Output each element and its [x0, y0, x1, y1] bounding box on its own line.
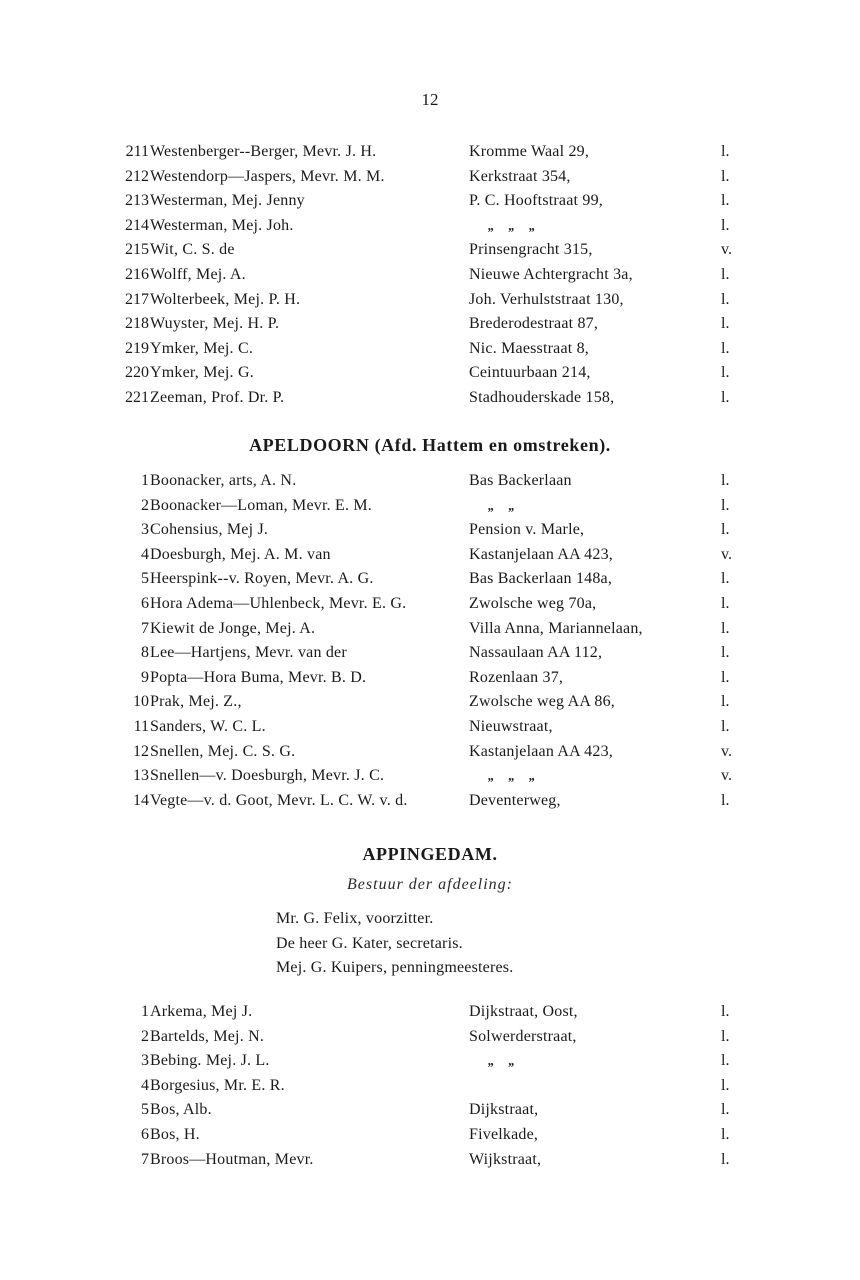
member-name: Ymker, Mej. G. [150, 364, 254, 382]
member-status: v. [721, 742, 732, 760]
member-row [0, 764, 860, 789]
member-number: 11 [133, 717, 149, 735]
member-name: Westerman, Mej. Jenny [150, 192, 305, 210]
member-list-amsterdam [0, 140, 860, 411]
member-status: l. [721, 1027, 730, 1045]
member-name: Bos, H. [150, 1125, 200, 1143]
member-address: „ „ [488, 1053, 516, 1069]
member-row [0, 238, 860, 263]
member-address: Wijkstraat, [469, 1150, 542, 1168]
member-status: l. [721, 192, 730, 210]
member-address: Villa Anna, Mariannelaan, [469, 619, 643, 637]
member-status: l. [721, 496, 730, 514]
member-name: Westerman, Mej. Joh. [150, 216, 294, 234]
member-status: l. [721, 1150, 730, 1168]
member-number: 2 [141, 496, 149, 514]
member-row [0, 189, 860, 214]
member-status: l. [721, 1076, 730, 1094]
member-address: Nieuwe Achtergracht 3a, [469, 265, 633, 283]
board-member: De heer G. Kater, secretaris. [276, 934, 463, 952]
member-row [0, 518, 860, 543]
member-row [0, 337, 860, 362]
member-row [0, 1098, 860, 1123]
member-number: 213 [125, 192, 149, 210]
member-name: Wolff, Mej. A. [150, 265, 246, 283]
member-address: Brederodestraat 87, [469, 315, 599, 333]
member-name: Popta—Hora Buma, Mevr. B. D. [150, 668, 367, 686]
member-row [0, 1123, 860, 1148]
member-name: Wit, C. S. de [150, 241, 235, 259]
member-number: 7 [141, 619, 149, 637]
member-name: Bebing. Mej. J. L. [150, 1052, 270, 1070]
member-status: l. [721, 339, 730, 357]
member-number: 219 [125, 339, 149, 357]
member-status: l. [721, 1052, 730, 1070]
member-row [0, 288, 860, 313]
member-name: Cohensius, Mej J. [150, 521, 269, 539]
member-address: Kastanjelaan AA 423, [469, 742, 613, 760]
member-row [0, 1049, 860, 1074]
member-row [0, 263, 860, 288]
member-name: Boonacker, arts, A. N. [150, 472, 297, 489]
member-row [0, 690, 860, 715]
member-number: 14 [133, 791, 149, 809]
member-address: Nieuwstraat, [469, 717, 553, 735]
member-address: Bas Backerlaan [469, 472, 572, 489]
member-row [0, 715, 860, 740]
member-address: Fivelkade, [469, 1125, 539, 1143]
member-number: 5 [141, 570, 149, 588]
member-row [0, 312, 860, 337]
member-number: 5 [141, 1101, 149, 1119]
member-number: 218 [125, 315, 149, 333]
member-row [0, 641, 860, 666]
member-row [0, 1148, 860, 1173]
member-address: Zwolsche weg AA 86, [469, 693, 616, 711]
member-status: l. [721, 167, 730, 185]
member-number: 214 [125, 216, 149, 234]
member-number: 212 [125, 167, 149, 185]
member-status: v. [721, 767, 732, 785]
member-row [0, 1000, 860, 1025]
member-number: 3 [141, 521, 149, 539]
member-number: 3 [141, 1052, 149, 1070]
member-status: l. [721, 521, 730, 539]
member-status: l. [721, 1125, 730, 1143]
member-name: Zeeman, Prof. Dr. P. [150, 388, 285, 406]
member-address: Prinsengracht 315, [469, 241, 593, 259]
member-address: „ „ „ [488, 217, 536, 233]
member-number: 8 [141, 644, 149, 662]
member-row [0, 1074, 860, 1099]
member-row [0, 666, 860, 691]
member-name: Prak, Mej. Z., [150, 693, 242, 711]
member-number: 12 [133, 742, 149, 760]
member-name: Snellen, Mej. C. S. G. [150, 742, 296, 760]
member-name: Bos, Alb. [150, 1101, 212, 1119]
member-address: „ „ „ [488, 768, 536, 784]
member-status: l. [721, 364, 730, 382]
member-number: 7 [141, 1150, 149, 1168]
member-name: Arkema, Mej J. [150, 1003, 253, 1020]
member-name: Boonacker—Loman, Mevr. E. M. [150, 496, 372, 514]
member-row [0, 140, 860, 165]
board-member: Mej. G. Kuipers, penningmeesteres. [276, 959, 514, 977]
member-name: Kiewit de Jonge, Mej. A. [150, 619, 316, 637]
member-address: Joh. Verhulststraat 130, [469, 290, 624, 308]
member-address: Nassaulaan AA 112, [469, 644, 603, 662]
member-address: Stadhouderskade 158, [469, 388, 615, 406]
member-name: Doesburgh, Mej. A. M. van [150, 545, 331, 563]
member-number: 211 [125, 143, 149, 160]
member-address: Bas Backerlaan 148a, [469, 570, 613, 588]
member-number: 6 [141, 594, 149, 612]
member-status: v. [721, 241, 732, 259]
section-heading-apeldoorn: APELDOORN (Afd. Hattem en omstreken). [249, 435, 611, 455]
member-status: l. [721, 315, 730, 333]
member-number: 1 [141, 1003, 149, 1020]
member-address: Pension v. Marle, [469, 521, 585, 539]
member-row [0, 386, 860, 411]
member-name: Hora Adema—Uhlenbeck, Mevr. E. G. [150, 594, 407, 612]
member-number: 13 [133, 767, 149, 785]
member-name: Borgesius, Mr. E. R. [150, 1076, 285, 1094]
member-status: l. [721, 693, 730, 711]
member-list-appingedam [0, 1000, 860, 1172]
member-number: 215 [125, 241, 149, 259]
member-row [0, 789, 860, 814]
member-name: Snellen—v. Doesburgh, Mevr. J. C. [150, 767, 385, 785]
member-row [0, 543, 860, 568]
member-status: l. [721, 143, 730, 160]
member-row [0, 165, 860, 190]
page-number: 12 [421, 90, 439, 109]
member-status: l. [721, 570, 730, 588]
member-row [0, 214, 860, 239]
member-status: l. [721, 1101, 730, 1119]
member-status: l. [721, 290, 730, 308]
member-number: 220 [125, 364, 149, 382]
member-address: Solwerderstraat, [469, 1027, 577, 1045]
member-address: Nic. Maesstraat 8, [469, 339, 590, 357]
member-address: Zwolsche weg 70a, [469, 594, 597, 612]
member-status: l. [721, 791, 730, 809]
member-row [0, 494, 860, 519]
member-name: Bartelds, Mej. N. [150, 1027, 265, 1045]
member-name: Lee—Hartjens, Mevr. van der [150, 644, 347, 662]
member-address: Kerkstraat 354, [469, 167, 571, 185]
member-address: „ „ [488, 497, 516, 513]
member-row [0, 1025, 860, 1050]
member-name: Westendorp—Jaspers, Mevr. M. M. [150, 167, 385, 185]
member-number: 216 [125, 265, 149, 283]
member-status: l. [721, 644, 730, 662]
member-address: Kromme Waal 29, [469, 143, 590, 160]
member-status: l. [721, 619, 730, 637]
member-number: 9 [141, 668, 149, 686]
section-heading-appingedam: APPINGEDAM. [362, 844, 498, 864]
board-subheading: Bestuur der afdeeling: [347, 876, 513, 893]
member-name: Broos—Houtman, Mevr. [150, 1150, 314, 1168]
member-name: Ymker, Mej. C. [150, 339, 254, 357]
member-row [0, 361, 860, 386]
member-row [0, 617, 860, 642]
member-name: Heerspink--v. Royen, Mevr. A. G. [150, 570, 374, 588]
member-name: Wolterbeek, Mej. P. H. [150, 290, 301, 308]
member-address: Kastanjelaan AA 423, [469, 545, 613, 563]
board-member: Mr. G. Felix, voorzitter. [276, 910, 434, 927]
member-address: Rozenlaan 37, [469, 668, 564, 686]
member-address: Deventerweg, [469, 791, 561, 809]
member-number: 221 [125, 388, 149, 406]
member-status: l. [721, 472, 730, 489]
member-number: 6 [141, 1125, 149, 1143]
member-status: l. [721, 265, 730, 283]
member-status: v. [721, 545, 732, 563]
member-name: Westenberger--Berger, Mevr. J. H. [150, 143, 377, 160]
member-number: 1 [141, 472, 149, 489]
member-number: 4 [141, 545, 149, 563]
member-number: 217 [125, 290, 149, 308]
member-name: Vegte—v. d. Goot, Mevr. L. C. W. v. d. [150, 791, 408, 809]
member-row [0, 592, 860, 617]
member-address: Dijkstraat, Oost, [469, 1003, 578, 1020]
member-status: l. [721, 1003, 730, 1020]
member-row [0, 469, 860, 494]
member-status: l. [721, 668, 730, 686]
member-address: P. C. Hooftstraat 99, [469, 192, 603, 210]
member-row [0, 740, 860, 765]
member-status: l. [721, 388, 730, 406]
member-status: l. [721, 216, 730, 234]
member-name: Wuyster, Mej. H. P. [150, 315, 280, 333]
member-number: 4 [141, 1076, 149, 1094]
member-number: 2 [141, 1027, 149, 1045]
board-members [276, 907, 513, 981]
member-row [0, 567, 860, 592]
member-address: Dijkstraat, [469, 1101, 539, 1119]
member-list-apeldoorn [0, 469, 860, 813]
member-name: Sanders, W. C. L. [150, 717, 266, 735]
member-status: l. [721, 594, 730, 612]
member-status: l. [721, 717, 730, 735]
member-number: 10 [133, 693, 149, 711]
member-address: Ceintuurbaan 214, [469, 364, 591, 382]
